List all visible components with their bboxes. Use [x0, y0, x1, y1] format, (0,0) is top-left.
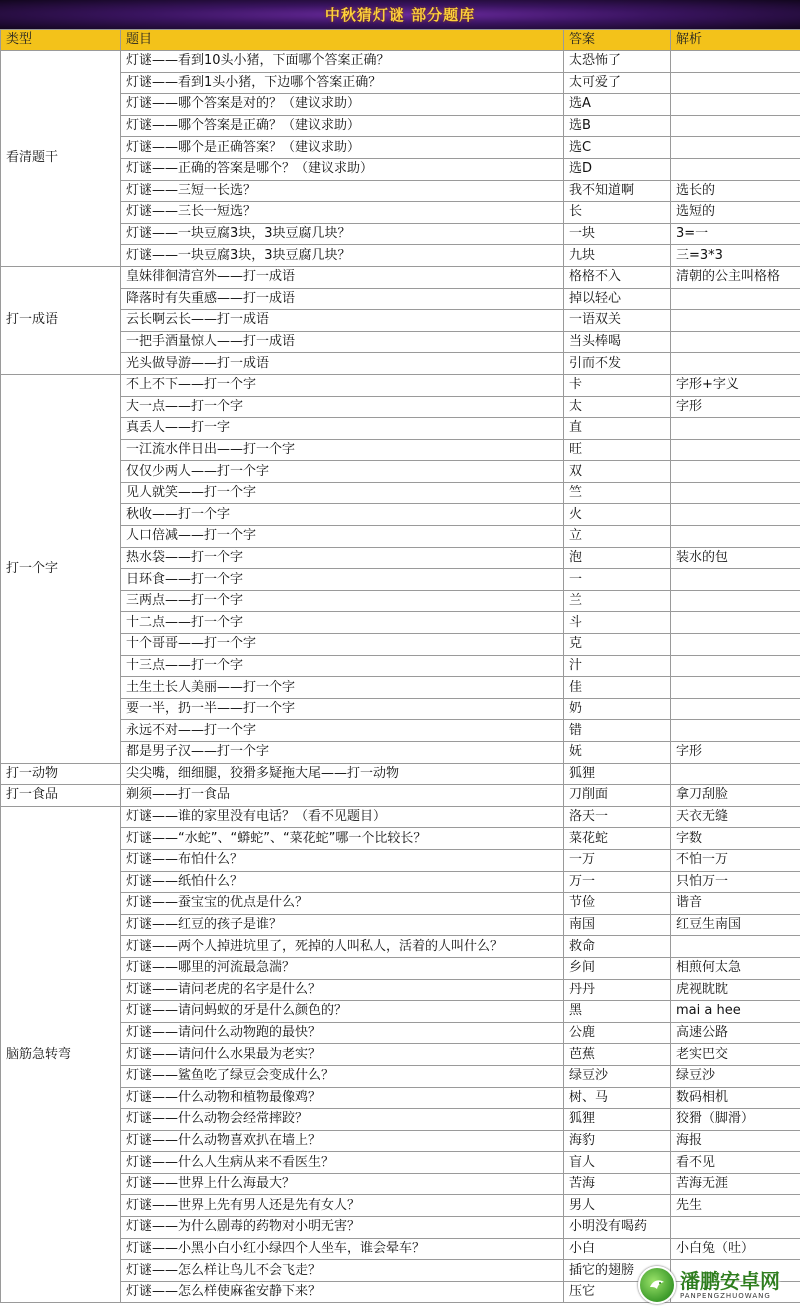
table-row	[1, 1152, 800, 1174]
table-row	[1, 806, 800, 828]
answer-cell: 小白	[564, 1238, 671, 1260]
answer-cell: 狐狸	[564, 1109, 671, 1131]
explanation-cell: 3=一	[671, 223, 800, 245]
question-cell: 灯谜——纸怕什么？	[121, 871, 564, 893]
explanation-cell	[671, 569, 800, 591]
question-cell: 灯谜——世界上什么海最大？	[121, 1173, 564, 1195]
answer-cell: 苦海	[564, 1173, 671, 1195]
answer-cell: 斗	[564, 612, 671, 634]
table-row	[1, 504, 800, 526]
question-cell: 不上不下——打一个字	[121, 374, 564, 396]
riddle-table	[0, 29, 800, 1303]
answer-cell: 我不知道啊	[564, 180, 671, 202]
explanation-cell	[671, 115, 800, 137]
table-row	[1, 374, 800, 396]
table-row	[1, 439, 800, 461]
explanation-cell: 先生	[671, 1195, 800, 1217]
category-cell: 打一食品	[1, 785, 121, 807]
explanation-cell	[671, 137, 800, 159]
explanation-cell	[671, 526, 800, 548]
explanation-cell: 只怕万一	[671, 871, 800, 893]
watermark	[638, 1265, 798, 1305]
explanation-cell	[671, 1217, 800, 1239]
question-cell: 灯谜——哪里的河流最急湍？	[121, 957, 564, 979]
explanation-cell: 高速公路	[671, 1022, 800, 1044]
table-row	[1, 1001, 800, 1023]
question-cell: 灯谜——什么动物喜欢扒在墙上？	[121, 1130, 564, 1152]
answer-cell: 太恐怖了	[564, 51, 671, 73]
explanation-cell: 三=3*3	[671, 245, 800, 267]
explanation-cell: 字形	[671, 742, 800, 764]
answer-cell: 竺	[564, 482, 671, 504]
explanation-cell	[671, 331, 800, 353]
watermark-url: PANPENGZHUOWANG	[680, 1292, 771, 1300]
answer-cell: 一	[564, 569, 671, 591]
question-cell: 人口倍减——打一个字	[121, 526, 564, 548]
question-cell: 皇妹徘徊清宫外——打一成语	[121, 266, 564, 288]
header-row	[1, 30, 800, 51]
table-row	[1, 698, 800, 720]
table-row	[1, 1217, 800, 1239]
question-cell: 云长啊云长——打一成语	[121, 310, 564, 332]
answer-cell: 丹丹	[564, 979, 671, 1001]
explanation-cell	[671, 439, 800, 461]
explanation-cell	[671, 763, 800, 785]
question-cell: 日环食——打一个字	[121, 569, 564, 591]
table-row	[1, 266, 800, 288]
explanation-cell: 拿刀刮脸	[671, 785, 800, 807]
explanation-cell	[671, 51, 800, 73]
answer-cell: 九块	[564, 245, 671, 267]
explanation-cell: 小白兔（吐）	[671, 1238, 800, 1260]
explanation-cell	[671, 655, 800, 677]
explanation-cell	[671, 353, 800, 375]
answer-cell: 插它的翅膀	[564, 1260, 671, 1282]
question-cell: 十二点——打一个字	[121, 612, 564, 634]
table-row	[1, 720, 800, 742]
question-cell: 灯谜——哪个答案是正确？（建议求助）	[121, 115, 564, 137]
answer-cell: 长	[564, 202, 671, 224]
answer-cell: 直	[564, 418, 671, 440]
table-row	[1, 914, 800, 936]
table-row	[1, 353, 800, 375]
question-cell: 灯谜——红豆的孩子是谁？	[121, 914, 564, 936]
question-cell: 灯谜——三短一长选？	[121, 180, 564, 202]
answer-cell: 小明没有喝药	[564, 1217, 671, 1239]
answer-cell: 节俭	[564, 893, 671, 915]
answer-cell: 洛天一	[564, 806, 671, 828]
question-cell: 灯谜——布怕什么？	[121, 849, 564, 871]
table-row	[1, 1173, 800, 1195]
table-row	[1, 137, 800, 159]
table-row	[1, 547, 800, 569]
question-cell: 灯谜——请问蚂蚁的牙是什么颜色的？	[121, 1001, 564, 1023]
answer-cell: 一语双关	[564, 310, 671, 332]
question-cell: 灯谜——小黑小白小红小绿四个人坐车，谁会晕车？	[121, 1238, 564, 1260]
category-cell: 打一成语	[1, 266, 121, 374]
explanation-cell: 选长的	[671, 180, 800, 202]
table-row	[1, 115, 800, 137]
question-cell: 灯谜——鲨鱼吃了绿豆会变成什么？	[121, 1065, 564, 1087]
explanation-cell: 选短的	[671, 202, 800, 224]
answer-cell: 太可爱了	[564, 72, 671, 94]
table-row	[1, 288, 800, 310]
table-row	[1, 1238, 800, 1260]
answer-cell: 立	[564, 526, 671, 548]
answer-cell: 压它	[564, 1281, 671, 1303]
question-cell: 灯谜——哪个是正确答案？（建议求助）	[121, 137, 564, 159]
answer-cell: 旺	[564, 439, 671, 461]
explanation-cell	[671, 72, 800, 94]
explanation-cell: 绿豆沙	[671, 1065, 800, 1087]
question-cell: 灯谜——什么动物会经常摔跤？	[121, 1109, 564, 1131]
table-row	[1, 590, 800, 612]
explanation-cell: 海报	[671, 1130, 800, 1152]
table-row	[1, 569, 800, 591]
question-cell: 见人就笑——打一个字	[121, 482, 564, 504]
explanation-cell	[671, 698, 800, 720]
explanation-cell: 看不见	[671, 1152, 800, 1174]
answer-cell: 选B	[564, 115, 671, 137]
question-cell: 灯谜——请问什么动物跑的最快？	[121, 1022, 564, 1044]
table-row	[1, 202, 800, 224]
answer-cell: 引而不发	[564, 353, 671, 375]
table-row	[1, 180, 800, 202]
table-row	[1, 763, 800, 785]
table-row	[1, 849, 800, 871]
answer-cell: 刀削面	[564, 785, 671, 807]
question-cell: 灯谜——世界上先有男人还是先有女人？	[121, 1195, 564, 1217]
answer-cell: 海豹	[564, 1130, 671, 1152]
answer-cell: 汁	[564, 655, 671, 677]
answer-cell: 狐狸	[564, 763, 671, 785]
explanation-cell	[671, 634, 800, 656]
table-row	[1, 51, 800, 73]
answer-cell: 格格不入	[564, 266, 671, 288]
question-cell: 一把手酒量惊人——打一成语	[121, 331, 564, 353]
answer-cell: 男人	[564, 1195, 671, 1217]
explanation-cell	[671, 720, 800, 742]
page-title: 中秋猜灯谜 部分题库	[324, 6, 476, 24]
question-cell: 灯谜——看到10头小猪，下面哪个答案正确？	[121, 51, 564, 73]
question-cell: 降落时有失重感——打一成语	[121, 288, 564, 310]
explanation-cell	[671, 612, 800, 634]
title-banner	[0, 0, 800, 29]
question-cell: 大一点——打一个字	[121, 396, 564, 418]
answer-cell: 当头棒喝	[564, 331, 671, 353]
question-cell: 灯谜——哪个答案是对的？（建议求助）	[121, 94, 564, 116]
answer-cell: 克	[564, 634, 671, 656]
question-cell: 仅仅少两人——打一个字	[121, 461, 564, 483]
answer-cell: 火	[564, 504, 671, 526]
question-cell: 三两点——打一个字	[121, 590, 564, 612]
category-cell: 打一个字	[1, 374, 121, 763]
table-row	[1, 785, 800, 807]
question-cell: 灯谜——一块豆腐3块，3块豆腐几块？	[121, 223, 564, 245]
header-explanation: 解析	[671, 30, 800, 51]
question-cell: 十三点——打一个字	[121, 655, 564, 677]
answer-cell: 双	[564, 461, 671, 483]
explanation-cell: 不怕一万	[671, 849, 800, 871]
table-row	[1, 612, 800, 634]
explanation-cell: mai a hee	[671, 1001, 800, 1023]
explanation-cell: 狡猾（脚滑）	[671, 1109, 800, 1131]
header-type: 类型	[1, 30, 121, 51]
answer-cell: 兰	[564, 590, 671, 612]
table-row	[1, 245, 800, 267]
table-row	[1, 461, 800, 483]
answer-cell: 盲人	[564, 1152, 671, 1174]
table-row	[1, 957, 800, 979]
answer-cell: 菜花蛇	[564, 828, 671, 850]
question-cell: 尖尖嘴，细细腿，狡猾多疑拖大尾——打一动物	[121, 763, 564, 785]
answer-cell: 泡	[564, 547, 671, 569]
category-cell: 脑筋急转弯	[1, 806, 121, 1303]
explanation-cell: 谐音	[671, 893, 800, 915]
answer-cell: 树、马	[564, 1087, 671, 1109]
question-cell: 灯谜——什么人生病从来不看医生？	[121, 1152, 564, 1174]
table-row	[1, 1022, 800, 1044]
explanation-cell	[671, 418, 800, 440]
question-cell: 光头做导游——打一成语	[121, 353, 564, 375]
answer-cell: 掉以轻心	[564, 288, 671, 310]
header-answer: 答案	[564, 30, 671, 51]
table-row	[1, 526, 800, 548]
explanation-cell	[671, 504, 800, 526]
explanation-cell: 字形	[671, 396, 800, 418]
explanation-cell	[671, 310, 800, 332]
answer-cell: 一万	[564, 849, 671, 871]
table-row	[1, 893, 800, 915]
explanation-cell	[671, 461, 800, 483]
question-cell: 灯谜——正确的答案是哪个？（建议求助）	[121, 158, 564, 180]
answer-cell: 选D	[564, 158, 671, 180]
explanation-cell: 数码相机	[671, 1087, 800, 1109]
answer-cell: 万一	[564, 871, 671, 893]
question-cell: 都是男子汉——打一个字	[121, 742, 564, 764]
answer-cell: 乡间	[564, 957, 671, 979]
answer-cell: 奶	[564, 698, 671, 720]
answer-cell: 佳	[564, 677, 671, 699]
category-cell: 看清题干	[1, 51, 121, 267]
answer-cell: 绿豆沙	[564, 1065, 671, 1087]
question-cell: 灯谜——蚕宝宝的优点是什么？	[121, 893, 564, 915]
explanation-cell	[671, 158, 800, 180]
table-row	[1, 418, 800, 440]
explanation-cell: 字数	[671, 828, 800, 850]
answer-cell: 错	[564, 720, 671, 742]
explanation-cell: 苦海无涯	[671, 1173, 800, 1195]
explanation-cell: 相煎何太急	[671, 957, 800, 979]
question-cell: 热水袋——打一个字	[121, 547, 564, 569]
table-row	[1, 1087, 800, 1109]
table-row	[1, 94, 800, 116]
question-cell: 灯谜——为什么剧毒的药物对小明无害？	[121, 1217, 564, 1239]
answer-cell: 救命	[564, 936, 671, 958]
table-row	[1, 310, 800, 332]
table-row	[1, 1109, 800, 1131]
table-row	[1, 871, 800, 893]
bird-logo-icon	[638, 1266, 676, 1304]
table-row	[1, 655, 800, 677]
explanation-cell	[671, 590, 800, 612]
question-cell: 灯谜——看到1头小猪，下边哪个答案正确？	[121, 72, 564, 94]
question-cell: 永远不对——打一个字	[121, 720, 564, 742]
explanation-cell: 天衣无缝	[671, 806, 800, 828]
question-cell: 要一半，扔一半——打一个字	[121, 698, 564, 720]
table-row	[1, 742, 800, 764]
question-cell: 一江流水伴日出——打一个字	[121, 439, 564, 461]
question-cell: 灯谜——谁的家里没有电话？（看不见题目）	[121, 806, 564, 828]
table-row	[1, 979, 800, 1001]
table-row	[1, 1130, 800, 1152]
table-row	[1, 158, 800, 180]
table-row	[1, 482, 800, 504]
answer-cell: 南国	[564, 914, 671, 936]
explanation-cell	[671, 936, 800, 958]
table-row	[1, 677, 800, 699]
table-row	[1, 72, 800, 94]
question-cell: 灯谜——三长一短选？	[121, 202, 564, 224]
explanation-cell: 装水的包	[671, 547, 800, 569]
answer-cell: 选A	[564, 94, 671, 116]
answer-cell: 黑	[564, 1001, 671, 1023]
answer-cell: 芭蕉	[564, 1044, 671, 1066]
explanation-cell	[671, 677, 800, 699]
answer-cell: 选C	[564, 137, 671, 159]
table-row	[1, 223, 800, 245]
header-question: 题目	[121, 30, 564, 51]
table-row	[1, 1044, 800, 1066]
explanation-cell	[671, 482, 800, 504]
question-cell: 真丢人——打一字	[121, 418, 564, 440]
explanation-cell: 红豆生南国	[671, 914, 800, 936]
question-cell: 灯谜——什么动物和植物最像鸡？	[121, 1087, 564, 1109]
explanation-cell: 老实巴交	[671, 1044, 800, 1066]
category-cell: 打一动物	[1, 763, 121, 785]
question-cell: 灯谜——怎么样使麻雀安静下来？	[121, 1281, 564, 1303]
question-cell: 灯谜——请问老虎的名字是什么？	[121, 979, 564, 1001]
question-cell: 秋收——打一个字	[121, 504, 564, 526]
table-row	[1, 396, 800, 418]
question-cell: 灯谜——一块豆腐3块，3块豆腐几块？	[121, 245, 564, 267]
question-cell: 灯谜——两个人掉进坑里了，死掉的人叫私人，活着的人叫什么？	[121, 936, 564, 958]
question-cell: 灯谜——请问什么水果最为老实？	[121, 1044, 564, 1066]
answer-cell: 太	[564, 396, 671, 418]
answer-cell: 一块	[564, 223, 671, 245]
explanation-cell: 虎视眈眈	[671, 979, 800, 1001]
question-cell: 灯谜——怎么样让鸟儿不会飞走？	[121, 1260, 564, 1282]
answer-cell: 卡	[564, 374, 671, 396]
explanation-cell: 字形+字义	[671, 374, 800, 396]
explanation-cell	[671, 94, 800, 116]
table-row	[1, 634, 800, 656]
watermark-name: 潘鹏安卓网	[680, 1269, 780, 1293]
table-body	[1, 51, 800, 1303]
table-row	[1, 936, 800, 958]
explanation-cell	[671, 288, 800, 310]
table-row	[1, 1065, 800, 1087]
question-cell: 十个哥哥——打一个字	[121, 634, 564, 656]
table-row	[1, 1195, 800, 1217]
table-row	[1, 828, 800, 850]
question-cell: 土生土长人美丽——打一个字	[121, 677, 564, 699]
table-row	[1, 331, 800, 353]
question-cell: 灯谜——“水蛇”、“蟒蛇”、“菜花蛇”哪一个比较长？	[121, 828, 564, 850]
question-cell: 剃须——打一食品	[121, 785, 564, 807]
answer-cell: 妩	[564, 742, 671, 764]
explanation-cell: 清朝的公主叫格格	[671, 266, 800, 288]
answer-cell: 公鹿	[564, 1022, 671, 1044]
